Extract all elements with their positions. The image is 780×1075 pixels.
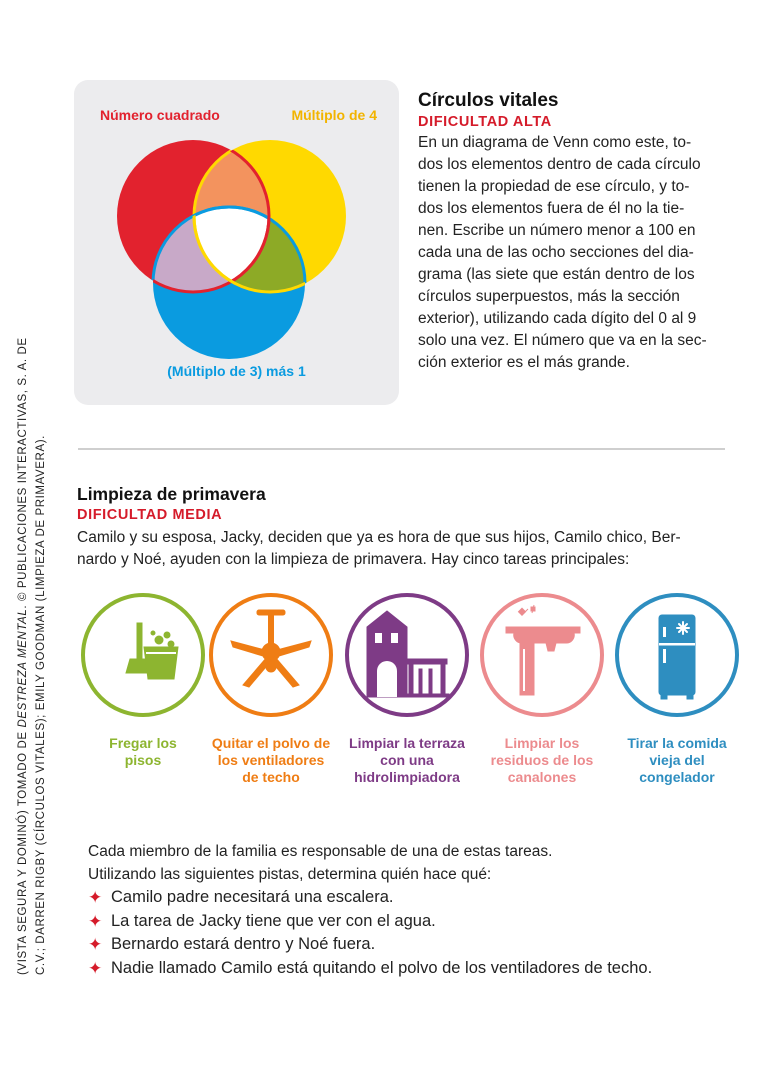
credit-suffix: . © PUBLICACIONES INTERACTIVAS, S. A. DE xyxy=(17,337,29,609)
task-tirar-comida-congelador xyxy=(612,593,742,786)
side-credit xyxy=(14,275,50,975)
star-bullet-icon: ✦ xyxy=(88,935,103,954)
puzzle-description xyxy=(418,132,733,374)
task-icon-ring xyxy=(480,593,604,717)
puzzle-title: Círculos vitales xyxy=(418,90,559,111)
text-line: dos los elementos fuera de él no la tie- xyxy=(418,200,685,217)
clue-text: Bernardo estará dentro y Noé fuera. xyxy=(111,935,376,953)
task-limpiar-canalones xyxy=(477,593,607,786)
venn-label-multiple-4: Múltiplo de 4 xyxy=(291,107,377,123)
mop-bucket-icon xyxy=(85,597,201,713)
task-label: Limpiar los residuos de los canalones xyxy=(490,735,594,785)
clue-item xyxy=(88,957,728,981)
section-divider xyxy=(78,448,725,450)
task-label: Limpiar la terraza con una hidrolimpiadora xyxy=(349,735,465,785)
star-bullet-icon: ✦ xyxy=(88,911,103,931)
difficulty-label: DIFICULTAD MEDIA xyxy=(77,507,223,523)
credit-prefix: (VISTA SEGURA Y DOMINÓ) TOMADO DE xyxy=(17,727,29,975)
clue-item xyxy=(88,933,728,957)
text-line: nen. Escribe un número menor a 100 en xyxy=(418,222,696,239)
text-line: exterior), utilizando cada dígito del 0 al 9 xyxy=(418,310,697,327)
puzzle-intro xyxy=(77,527,727,571)
text-line: tienen la propiedad de ese círculo, y to- xyxy=(418,178,690,195)
freezer-icon xyxy=(619,597,735,713)
clue-text: Camilo padre necesitará una escalera. xyxy=(111,888,394,906)
clue-item xyxy=(88,886,728,910)
text-line: ción exterior es el más grande. xyxy=(418,354,630,371)
task-icon-ring xyxy=(345,593,469,717)
venn-svg xyxy=(74,80,399,405)
venn-label-square: Número cuadrado xyxy=(100,107,220,123)
task-icon-ring xyxy=(81,593,205,717)
puzzle-title: Limpieza de primavera xyxy=(77,484,266,504)
task-label: Quitar el polvo de los ventiladores de techo xyxy=(211,735,331,785)
text-line: grama (las siete que están dentro de los xyxy=(418,266,695,283)
clue-item xyxy=(88,910,728,934)
task-label: Tirar la comida vieja del congelador xyxy=(627,735,727,785)
puzzle-circulos-vitales xyxy=(418,90,733,374)
clue-text: Nadie llamado Camilo está quitando el polvo de los ventiladores de techo. xyxy=(111,958,653,977)
ceiling-fan-icon xyxy=(213,597,329,713)
task-fregar-pisos xyxy=(78,593,208,769)
venn-label-multiple-3-plus-1: (Múltiplo de 3) más 1 xyxy=(167,363,306,379)
task-limpiar-terraza xyxy=(342,593,472,786)
gutter-icon xyxy=(484,597,600,713)
star-bullet-icon: ✦ xyxy=(88,958,103,978)
clue-text: La tarea de Jacky tiene que ver con el agua. xyxy=(111,911,436,930)
difficulty-label: DIFICULTAD ALTA xyxy=(418,114,552,130)
puzzle-limpieza-primavera xyxy=(77,484,727,571)
house-terrace-icon xyxy=(349,597,465,713)
task-quitar-polvo-ventiladores xyxy=(206,593,336,786)
text-line: solo una vez. El número que va en la sec- xyxy=(418,332,707,349)
task-icon-ring xyxy=(209,593,333,717)
text-line: dos los elementos dentro de cada círculo xyxy=(418,156,701,173)
venn-diagram xyxy=(74,80,399,405)
credit-line-2: C.V.; DARREN RIGBY (CÍRCULOS VITALES); EMILY GOODMAN (LIMPIEZA DE PRIMAVERA). xyxy=(35,435,47,975)
task-label: Fregar los pisos xyxy=(109,735,177,768)
credit-source-title: DESTREZA MENTAL xyxy=(17,608,29,728)
text-line: Cada miembro de la familia es responsable de una de estas tareas. xyxy=(88,843,553,860)
text-line: nardo y Noé, ayuden con la limpieza de primavera. Hay cinco tareas principales: xyxy=(77,551,630,568)
text-line: En un diagrama de Venn como este, to- xyxy=(418,134,692,151)
clues-section xyxy=(88,840,728,980)
text-line: Utilizando las siguientes pistas, determina quién hace qué: xyxy=(88,866,492,883)
text-line: cada una de las ocho secciones del dia- xyxy=(418,244,694,261)
text-line: Camilo y su esposa, Jacky, deciden que ya es hora de que sus hijos, Camilo chico, Ber- xyxy=(77,529,681,546)
task-icon-ring xyxy=(615,593,739,717)
credit-line-1 xyxy=(14,275,32,975)
star-bullet-icon: ✦ xyxy=(88,888,103,907)
text-line: círculos superpuestos, más la sección xyxy=(418,288,680,305)
